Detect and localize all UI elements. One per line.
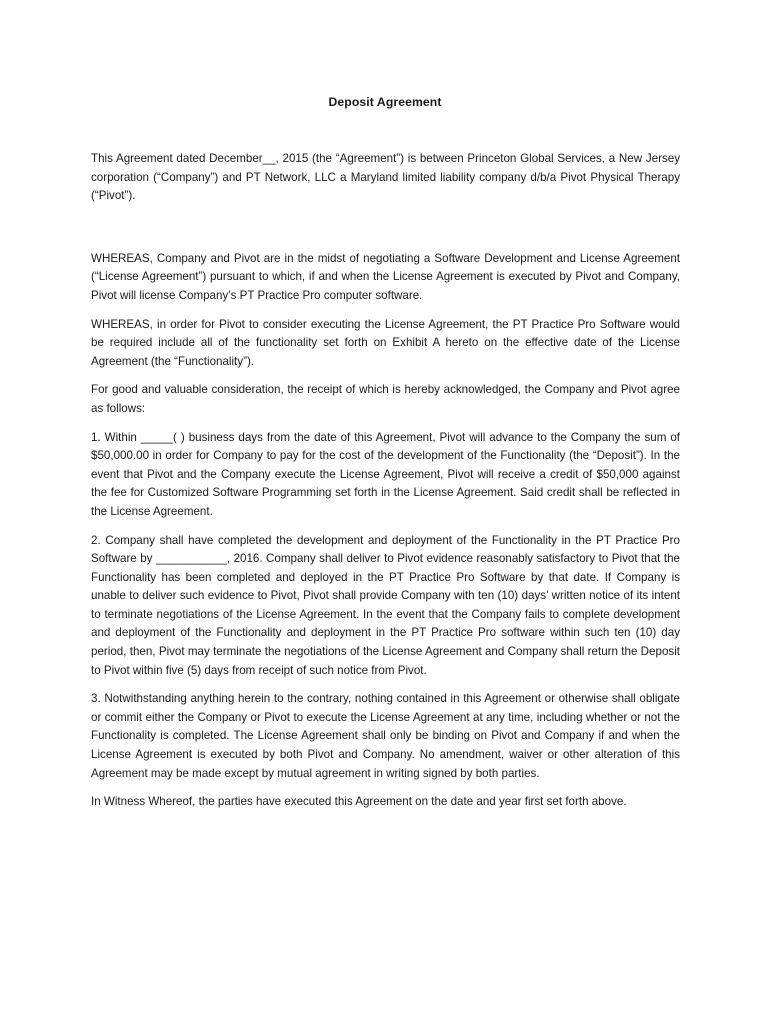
paragraph-clause-3: 3. Notwithstanding anything herein to the contrary, nothing contained in this Agreement or otherwise shall obligate or commit either the Company or Pivot to execute the License Agreement at any time, including whether or not the Functionality is completed. The License Agreement shall only be binding on Pivot and Company if and when the License Agreement is executed by both Pivot and Company. No amendment, waiver or other alteration of this Agreement may be made except by mutual agreement in writing signed by both parties. bbox=[91, 692, 680, 780]
paragraph-consideration: For good and valuable consideration, the receipt of which is hereby acknowledged, the Company and Pivot agree as follows: bbox=[91, 383, 680, 415]
paragraph-clause-1: 1. Within _____( ) business days from the date of this Agreement, Pivot will advance to the Company the sum of $50,000.00 in order for Company to pay for the cost of the development of the Functionality (the “Deposit”). In the event that Pivot and the Company execute the License Agreement, Pivot will receive a credit of $50,000 against the fee for Customized Software Programming set forth in the License Agreement. Said credit shall be reflected in the License Agreement. bbox=[91, 430, 680, 518]
document-body bbox=[91, 150, 680, 822]
paragraph-whereas-1: WHEREAS, Company and Pivot are in the midst of negotiating a Software Development and License Agreement (“License Agreement”) pursuant to which, if and when the License Agreement is executed by Pivot and Company, Pivot will license Company’s PT Practice Pro computer software. bbox=[91, 251, 680, 302]
paragraph-witness: In Witness Whereof, the parties have executed this Agreement on the date and year first set forth above. bbox=[91, 795, 627, 809]
paragraph-preamble: This Agreement dated December__, 2015 (the “Agreement”) is between Princeton Global Services, a New Jersey corporation (“Company”) and PT Network, LLC a Maryland limited liability company d/b/a Pivot Physical Therapy (“Pivot”). bbox=[91, 152, 680, 203]
paragraph-clause-2: 2. Company shall have completed the development and deployment of the Functionality in the PT Practice Pro Software by ___________, 2016. Company shall deliver to Pivot evidence reasonably satisfactory to Pivot that the Functionality has been completed and deployed in the PT Practice Pro Software by that date. If Company is unable to deliver such evidence to Pivot, Pivot shall provide Company with ten (10) days’ written notice of its intent to terminate negotiations of the License Agreement. In the event that the Company fails to complete development and deployment of the Functionality and deployment in the PT Practice Pro software within such ten (10) day period, then, Pivot may terminate the negotiations of the License Agreement and Company shall return the Deposit to Pivot within five (5) days from receipt of such notice from Pivot. bbox=[91, 533, 680, 677]
paragraph-whereas-2: WHEREAS, in order for Pivot to consider executing the License Agreement, the PT Practice Pro Software would be required include all of the functionality set forth on Exhibit A hereto on the effective date of the License Agreement (the “Functionality”). bbox=[91, 317, 680, 368]
document-title: Deposit Agreement bbox=[328, 95, 442, 109]
